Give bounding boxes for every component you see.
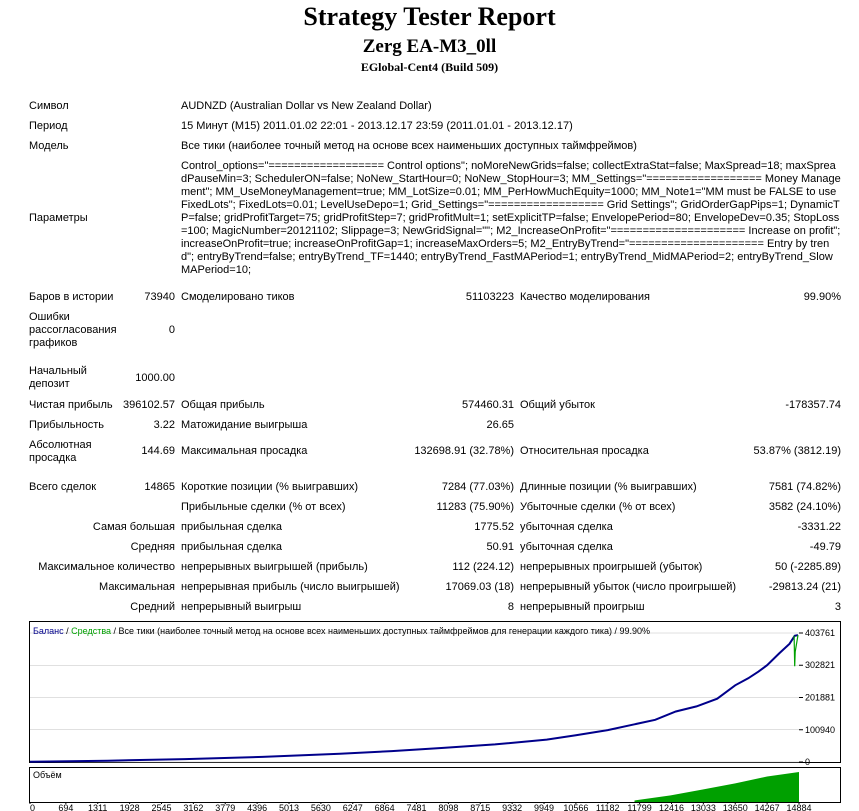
- x-tick-label-9: 5630: [310, 803, 331, 811]
- largest-profit-value: 1775.52: [474, 521, 514, 533]
- bars-label: Баров в истории: [29, 291, 114, 303]
- x-tick-label-0: 0: [30, 803, 36, 811]
- avg-cons-losses-value: 3: [834, 601, 841, 613]
- legend-balance: Баланс: [33, 626, 64, 636]
- balance-chart: [29, 621, 841, 811]
- max-cons-losses-value: 50 (-2285.89): [774, 561, 841, 573]
- avg-cons-losses-label: непрерывный проигрыш: [520, 601, 645, 613]
- y-tick-label-3: 100940: [805, 724, 836, 735]
- short-positions-label: Короткие позиции (% выигравших): [181, 481, 359, 493]
- symbol-label: Символ: [29, 100, 69, 112]
- x-tick-label-4: 2545: [151, 803, 172, 811]
- rel-drawdown-label: Относительная просадка: [520, 445, 649, 457]
- x-tick-label-12: 7481: [406, 803, 427, 811]
- legend-rest: / Все тики (наиболее точный метод на основе всех наименьших доступных таймфреймов для генерации каждого тика) / 99.90%: [111, 626, 651, 636]
- x-tick-label-22: 13650: [722, 803, 748, 811]
- gross-profit-value: 574460.31: [462, 399, 514, 411]
- maximal-profit-label: непрерывная прибыль (число выигрышей): [181, 581, 400, 593]
- abs-drawdown-value: 144.69: [141, 445, 175, 457]
- average-label: Средняя: [130, 541, 175, 553]
- mismatch-label: Ошибки рассогласования графиков: [29, 311, 117, 349]
- largest-loss-value: -3331.22: [797, 521, 841, 533]
- ticks-label: Смоделировано тиков: [181, 291, 295, 303]
- y-tick-label-4: 0: [805, 757, 811, 767]
- x-tick-label-7: 4396: [247, 803, 268, 811]
- avg-cons-wins-label: непрерывный выигрыш: [181, 601, 302, 613]
- gross-loss-value: -178357.74: [785, 399, 841, 411]
- max-count-label: Максимальное количество: [38, 561, 175, 573]
- y-tick-label-1: 302821: [805, 660, 836, 671]
- x-tick-label-11: 6864: [374, 803, 395, 811]
- maximal-loss-value: -29813.24 (21): [768, 581, 841, 593]
- x-tick-label-23: 14267: [754, 803, 780, 811]
- profit-factor-label: Прибыльность: [29, 419, 104, 431]
- avg-cons-wins-value: 8: [507, 601, 514, 613]
- model-label: Модель: [29, 140, 69, 152]
- gross-loss-label: Общий убыток: [520, 399, 595, 411]
- max-cons-losses-label: непрерывных проигрышей (убыток): [520, 561, 703, 573]
- maximal-profit-value: 17069.03 (18): [445, 581, 514, 593]
- max-drawdown-value: 132698.91 (32.78%): [414, 445, 514, 457]
- symbol-value: AUDNZD (Australian Dollar vs New Zealand Dollar): [181, 100, 432, 112]
- average-loss-label: убыточная сделка: [520, 541, 613, 553]
- x-tick-label-21: 13033: [690, 803, 716, 811]
- mismatch-value: 0: [168, 324, 175, 336]
- payoff-label: Матожидание выигрыша: [181, 419, 308, 431]
- abs-drawdown-label: Абсолютная просадка: [29, 439, 92, 464]
- params-value: Control_options="================== Control options"; noMoreNewGrids=false; collectExtraStat=false; MaxSpread=18; maxSpreadPauseMin=3; SchedulerON=false; NoNew_StartHour=0; NoNew_StopHour=3; MM_Settings="================== Money Management"; MM_UseMoneyManagement=true; MM_LotSize=0.01; MM_PerHowMuchEquity=1000; MM_Note1="MM must be FALSE to use FixedLots"; FixedLots=0.01; LevelUseDepo=1; Grid_Settings="================== Grid Settings"; GridOrderGapPips=1; DynamicTP=false; gridProfitTarget=75; gridProfitStep=7; gridProfitMult=1; setExplicitTP=false; EnvelopePeriod=80; EnvelopeDev=0.35; StopLoss=100; MagicNumber=20121102; Slippage=3; NewGridSignal=""; M2_IncreaseOnProfit="===================== Increase on profit"; increaseOnProfit=true; increaseOnProfitGap=1; increaseMaxOrders=5; M2_EntryByTrend="===================== Entry by trend"; entryByTrend=false; entryByTrend_TF=1440; entryByTrend_FastMAPeriod=1; entryByTrend_MidMAPeriod=2; entryByTrend_SlowMAPeriod=10;: [181, 160, 841, 276]
- x-tick-label-15: 9332: [502, 803, 523, 811]
- loss-trades-label: Убыточные сделки (% от всех): [520, 501, 676, 513]
- x-tick-label-6: 3779: [215, 803, 236, 811]
- average-profit-value: 50.91: [486, 541, 514, 553]
- short-positions-value: 7284 (77.03%): [441, 481, 514, 493]
- x-tick-label-14: 8715: [470, 803, 491, 811]
- quality-label: Качество моделирования: [520, 291, 650, 303]
- report-title: Strategy Tester Report: [303, 2, 556, 31]
- payoff-value: 26.65: [486, 419, 514, 431]
- max-drawdown-label: Максимальная просадка: [181, 445, 308, 457]
- model-value: Все тики (наиболее точный метод на основе всех наименьших доступных таймфреймов): [181, 140, 637, 152]
- legend-sep: /: [63, 626, 72, 636]
- deposit-value: 1000.00: [135, 372, 175, 384]
- average-profit-label: прибыльная сделка: [181, 541, 283, 553]
- max-cons-wins-value: 112 (224.12): [452, 561, 514, 573]
- volume-label: Объём: [33, 770, 62, 780]
- gross-profit-label: Общая прибыль: [181, 399, 265, 411]
- x-tick-label-19: 11799: [627, 803, 652, 811]
- quality-value: 99.90%: [803, 291, 841, 303]
- largest-loss-label: убыточная сделка: [520, 521, 613, 533]
- loss-trades-value: 3582 (24.10%): [768, 501, 841, 513]
- profit-factor-value: 3.22: [153, 419, 175, 431]
- average-loss-value: -49.79: [809, 541, 841, 553]
- maximal-loss-label: непрерывный убыток (число проигрышей): [520, 581, 737, 593]
- period-value: 15 Минут (M15) 2011.01.02 22:01 - 2013.12.17 23:59 (2011.01.01 - 2013.12.17): [181, 120, 573, 132]
- x-tick-label-8: 5013: [278, 803, 300, 811]
- params-label: Параметры: [29, 212, 88, 224]
- maximal-label: Максимальная: [99, 581, 175, 593]
- y-tick-label-2: 201881: [805, 692, 836, 703]
- max-cons-wins-label: непрерывных выигрышей (прибыль): [181, 561, 368, 573]
- server-build: EGlobal-Cent4 (Build 509): [360, 60, 499, 74]
- profit-trades-value: 11283 (75.90%): [436, 501, 514, 513]
- x-tick-label-17: 10566: [563, 803, 589, 811]
- legend-equity: Средства: [71, 626, 112, 636]
- deposit-label: Начальный депозит: [29, 365, 87, 390]
- ticks-value: 51103223: [465, 291, 514, 303]
- x-tick-label-5: 3162: [183, 803, 204, 811]
- x-tick-label-2: 1311: [88, 803, 108, 811]
- net-profit-value: 396102.57: [123, 399, 175, 411]
- net-profit-label: Чистая прибыль: [29, 399, 113, 411]
- main-plot-frame: [30, 622, 841, 763]
- avg-cons-label: Средний: [130, 601, 175, 613]
- period-label: Период: [29, 120, 68, 132]
- chart-legend: [33, 626, 650, 636]
- y-tick-label-0: 403761: [805, 628, 836, 638]
- profit-trades-label: Прибыльные сделки (% от всех): [181, 501, 346, 513]
- x-tick-label-13: 8098: [438, 803, 459, 811]
- rel-drawdown-value: 53.87% (3812.19): [753, 445, 841, 457]
- long-positions-label: Длинные позиции (% выигравших): [520, 481, 697, 493]
- x-tick-label-16: 9949: [534, 803, 555, 811]
- x-tick-labels: [30, 802, 812, 811]
- expert-name: Zerg EA-M3_0ll: [362, 36, 497, 57]
- largest-label: Самая большая: [92, 521, 175, 533]
- x-tick-label-3: 1928: [119, 803, 140, 811]
- total-trades-label: Всего сделок: [29, 481, 97, 493]
- x-tick-label-1: 694: [58, 803, 74, 811]
- largest-profit-label: прибыльная сделка: [181, 521, 283, 533]
- x-tick-label-10: 6247: [342, 803, 363, 811]
- x-tick-label-24: 14884: [786, 803, 812, 811]
- long-positions-value: 7581 (74.82%): [768, 481, 841, 493]
- bars-value: 73940: [144, 291, 175, 303]
- total-trades-value: 14865: [144, 481, 175, 493]
- x-tick-label-20: 12416: [658, 803, 685, 811]
- x-tick-label-18: 11182: [595, 803, 620, 811]
